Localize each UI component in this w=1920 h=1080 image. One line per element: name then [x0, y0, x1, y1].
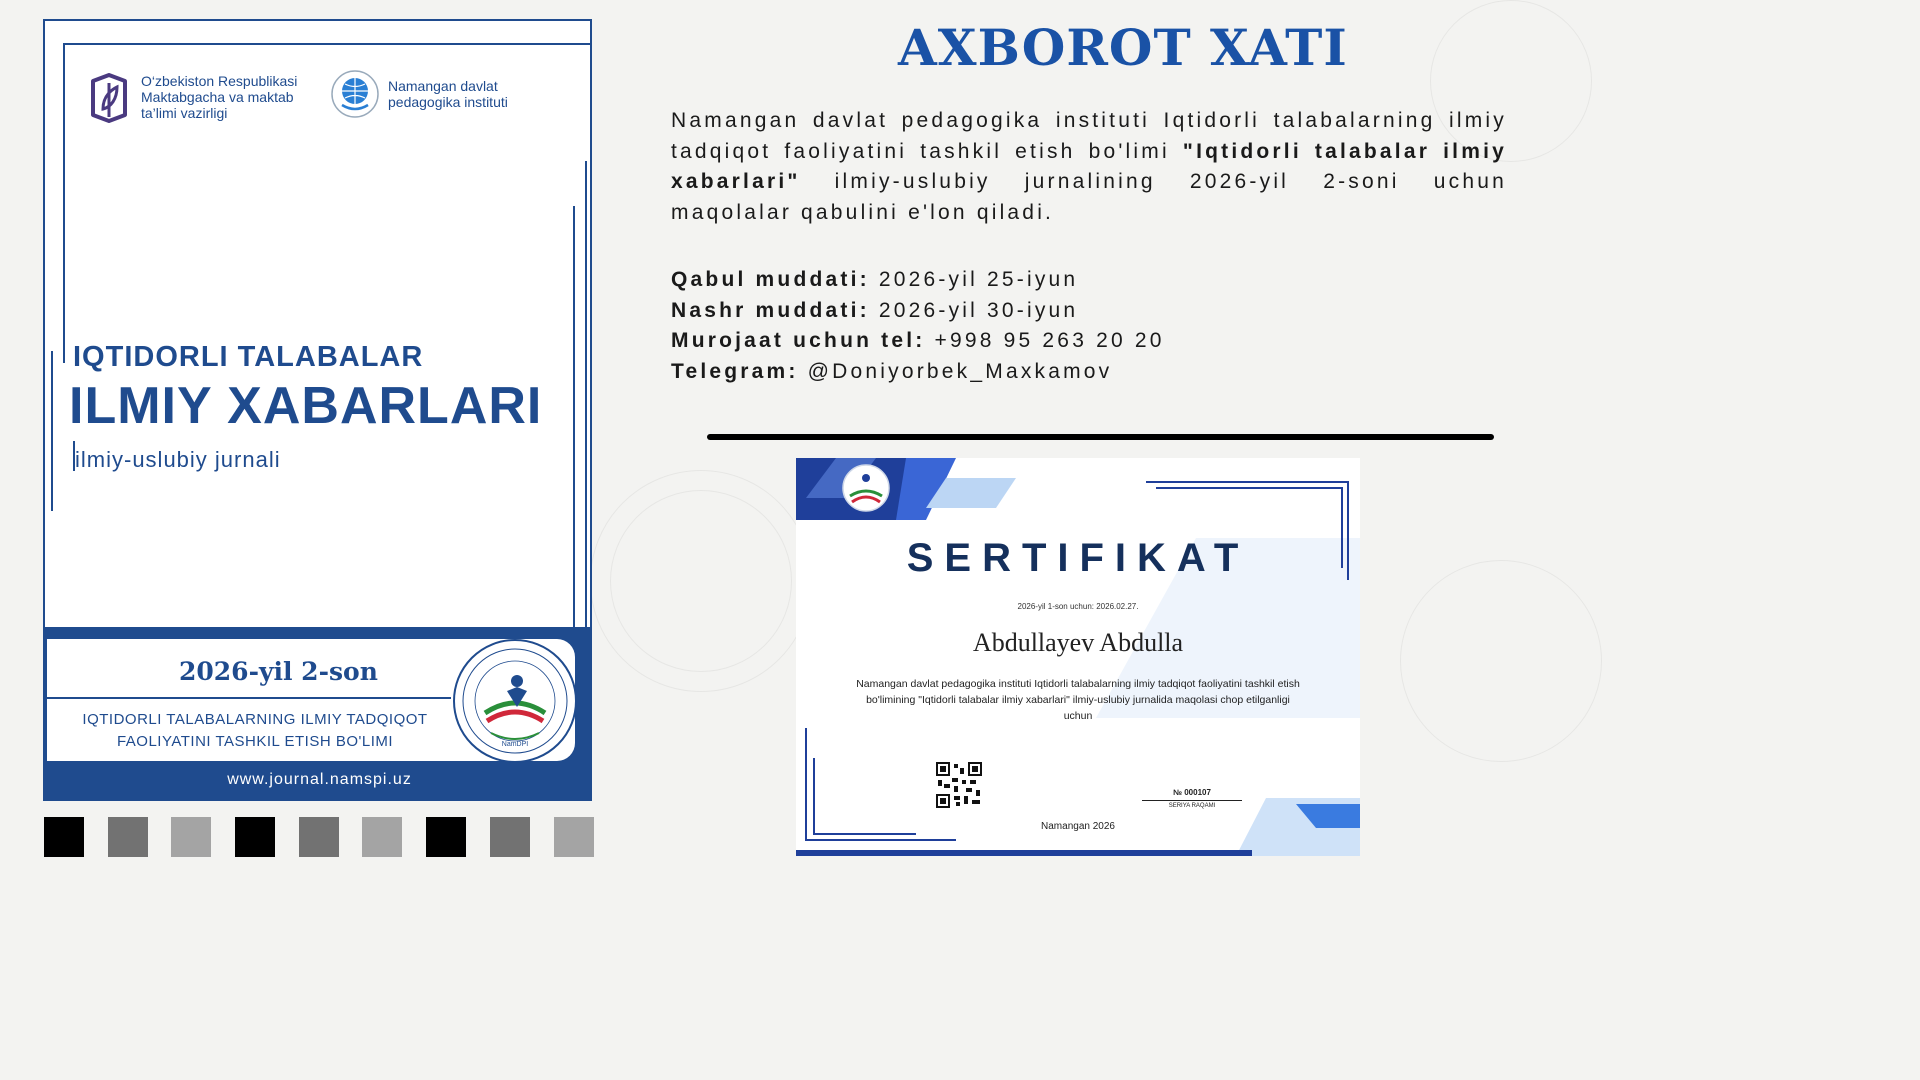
book-leaf-icon — [85, 69, 133, 125]
certificate-title: SERTIFIKAT — [906, 536, 1250, 580]
certificate-sample — [796, 458, 1360, 856]
cover-frame-left — [63, 43, 65, 363]
serial-underline — [1142, 800, 1242, 801]
seal-label: NamDPI — [501, 741, 529, 748]
certificate-date: 2026-yil 1-son uchun: 2026.02.27. — [1017, 602, 1139, 611]
intro-text: Namangan davlat pedagogika instituti Iqtidorli talabalarning ilmiy tadqiqot faoliyatini tashkil etish bo'limi — [671, 109, 1507, 163]
swatch — [235, 817, 275, 857]
announcement-details — [671, 265, 1165, 387]
institute-logo — [330, 69, 508, 119]
certificate-recipient: Abdullayev Abdulla — [972, 628, 1184, 657]
detail-label: Nashr muddati: — [671, 298, 870, 322]
announcement-intro — [671, 106, 1507, 228]
background-swirl — [1400, 560, 1602, 762]
cover-department: IQTIDORLI TALABALARNING ILMIY TADQIQOT FAOLIYATINI TASHKIL ETISH BO'LIMI — [82, 711, 428, 750]
detail-value: 2026-yil 25-iyun — [869, 268, 1079, 291]
cover-logos — [85, 69, 565, 129]
detail-label: Telegram: — [671, 359, 799, 383]
journal-name: "Iqtidorli talabalar ilmiy xabarlari" — [671, 139, 1507, 193]
swatch — [44, 817, 84, 857]
cover-issue: 2026-yil 2-son — [179, 657, 378, 686]
detail-value: 2026-yil 30-iyun — [869, 298, 1079, 322]
qr-code-icon — [936, 762, 982, 808]
journal-url: www.journal.namspi.uz — [227, 771, 412, 788]
detail-row — [671, 265, 1165, 296]
background-swirl — [610, 490, 792, 672]
cover-frame-top — [63, 43, 592, 45]
detail-value: +998 95 263 20 20 — [925, 329, 1165, 352]
detail-label: Qabul muddati: — [671, 268, 870, 291]
intro-text-end: ilmiy-uslubiy jurnalining 2026-yil 2-soni uchun maqolalar qabulini e'lon qiladi. — [671, 170, 1507, 224]
swatch — [554, 817, 594, 857]
detail-row — [671, 296, 1165, 327]
journal-cover — [43, 19, 592, 801]
globe-icon — [330, 69, 380, 119]
certificate-body: Namangan davlat pedagogika instituti Iqtidorli talabalarning ilmiy tadqiqot faoliyatini tashkil etish bo'limining "Iqtidorli talabalar ilmiy xabarlari" ilmiy-uslubiy jurnalida maqolasi chop etilganligi uchun — [856, 678, 1300, 722]
certificate-place: Namangan 2026 — [1041, 821, 1115, 832]
section-divider — [707, 434, 1494, 440]
detail-row — [671, 326, 1165, 357]
detail-row — [671, 357, 1165, 388]
certificate-serial: № 000107 — [1173, 788, 1211, 797]
detail-label: Murojaat uchun tel: — [671, 329, 926, 352]
swatch — [490, 817, 530, 857]
swatch — [108, 817, 148, 857]
cover-subtitle: ilmiy-uslubiy jurnali — [75, 447, 281, 472]
certificate-serial-label: SERIYA RAQAMI — [1168, 803, 1216, 809]
swatch — [299, 817, 339, 857]
swatch — [362, 817, 402, 857]
cover-title-big: ILMIY XABARLARI — [69, 377, 543, 435]
cover-divider — [47, 697, 451, 699]
department-seal — [453, 639, 577, 763]
ministry-logo — [85, 69, 297, 125]
institute-name: Namangan davlat pedagogika instituti — [388, 78, 508, 110]
cover-frame-right — [585, 161, 587, 627]
announcement-title: AXBOROT XATI — [898, 18, 1348, 77]
cover-frame-left-lower — [51, 351, 53, 511]
cover-frame-right-inner — [573, 206, 575, 627]
cover-title-small: IQTIDORLI TALABALAR — [73, 341, 424, 373]
swatch — [171, 817, 211, 857]
ministry-name: O‘zbekiston Respublikasi Maktabgacha va maktab ta’limi vazirligi — [141, 73, 298, 121]
swatch — [426, 817, 466, 857]
detail-value: @Doniyorbek_Maxkamov — [798, 359, 1113, 383]
